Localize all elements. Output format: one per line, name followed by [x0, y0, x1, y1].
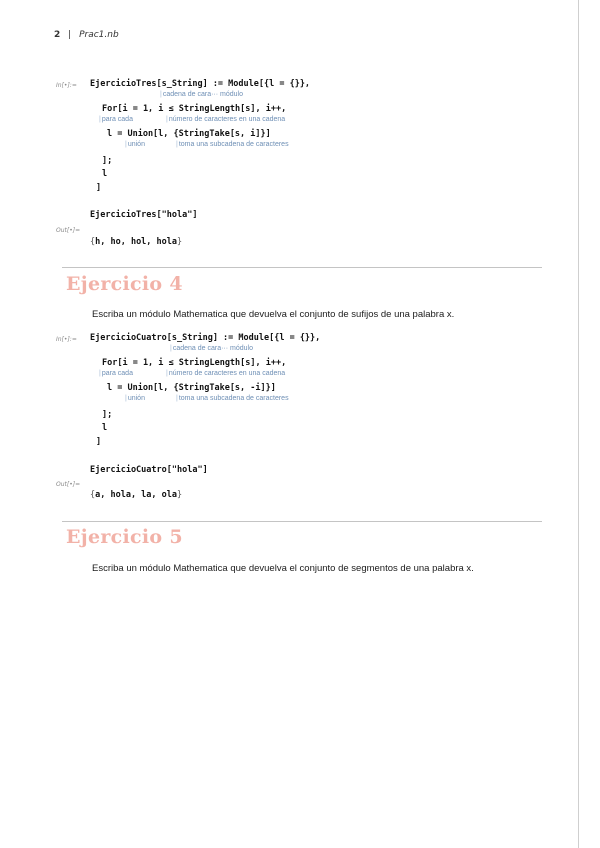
page-header: [54, 30, 119, 40]
code-line[interactable]: l = Union[l, {StringTake[s, i]}]: [107, 129, 271, 139]
page-number: 2: [54, 30, 61, 40]
header-separator: |: [68, 30, 72, 40]
brace-open: {: [90, 237, 96, 247]
cell-bracket-rule: [578, 0, 579, 848]
code-line[interactable]: ]: [96, 437, 102, 447]
code-hint: | para cada: [99, 370, 133, 377]
output-value: [90, 237, 182, 247]
code-line[interactable]: ]: [96, 183, 102, 193]
output-list: h, ho, hol, hola: [95, 237, 178, 247]
section-divider: [62, 521, 542, 522]
brace-close: }: [177, 490, 183, 500]
input-label: In[•]:=: [56, 336, 77, 343]
code-hint: | número de caracteres en una cadena: [166, 116, 285, 123]
section-title: Ejercicio 4: [66, 273, 183, 295]
code-hint: | toma una subcadena de caracteres: [176, 141, 289, 148]
output-label: Out[•]=: [56, 227, 81, 234]
code-line[interactable]: ];: [102, 156, 113, 166]
code-line[interactable]: EjercicioCuatro[s_String] := Module[{l = {}},: [90, 333, 321, 343]
code-call[interactable]: EjercicioCuatro["hola"]: [90, 465, 208, 475]
output-value: [90, 490, 182, 500]
code-hint: | cadena de cara··· módulo: [160, 91, 243, 98]
code-line[interactable]: EjercicioTres[s_String] := Module[{l = {}},: [90, 79, 311, 89]
code-hint: | cadena de cara··· módulo: [170, 345, 253, 352]
code-call[interactable]: EjercicioTres["hola"]: [90, 210, 198, 220]
code-line[interactable]: For[i = 1, i ≤ StringLength[s], i++,: [102, 358, 287, 368]
code-hint: | unión: [125, 141, 145, 148]
section-text: Escriba un módulo Mathematica que devuelva el conjunto de segmentos de una palabra x.: [92, 563, 474, 574]
code-hint: | para cada: [99, 116, 133, 123]
code-line[interactable]: ];: [102, 410, 113, 420]
output-label: Out[•]=: [56, 481, 81, 488]
code-line[interactable]: l: [102, 169, 108, 179]
code-line[interactable]: l: [102, 423, 108, 433]
code-hint: | unión: [125, 395, 145, 402]
code-hint: | toma una subcadena de caracteres: [176, 395, 289, 402]
input-label: In[•]:=: [56, 82, 77, 89]
code-line[interactable]: l = Union[l, {StringTake[s, -i]}]: [107, 383, 276, 393]
section-text: Escriba un módulo Mathematica que devuelva el conjunto de sufijos de una palabra x.: [92, 309, 455, 320]
brace-close: }: [177, 237, 183, 247]
brace-open: {: [90, 490, 96, 500]
section-title: Ejercicio 5: [66, 526, 183, 548]
code-hint: | número de caracteres en una cadena: [166, 370, 285, 377]
output-list: a, hola, la, ola: [95, 490, 178, 500]
notebook-file-name: Prac1.nb: [79, 30, 119, 40]
code-line[interactable]: For[i = 1, i ≤ StringLength[s], i++,: [102, 104, 287, 114]
section-divider: [62, 267, 542, 268]
